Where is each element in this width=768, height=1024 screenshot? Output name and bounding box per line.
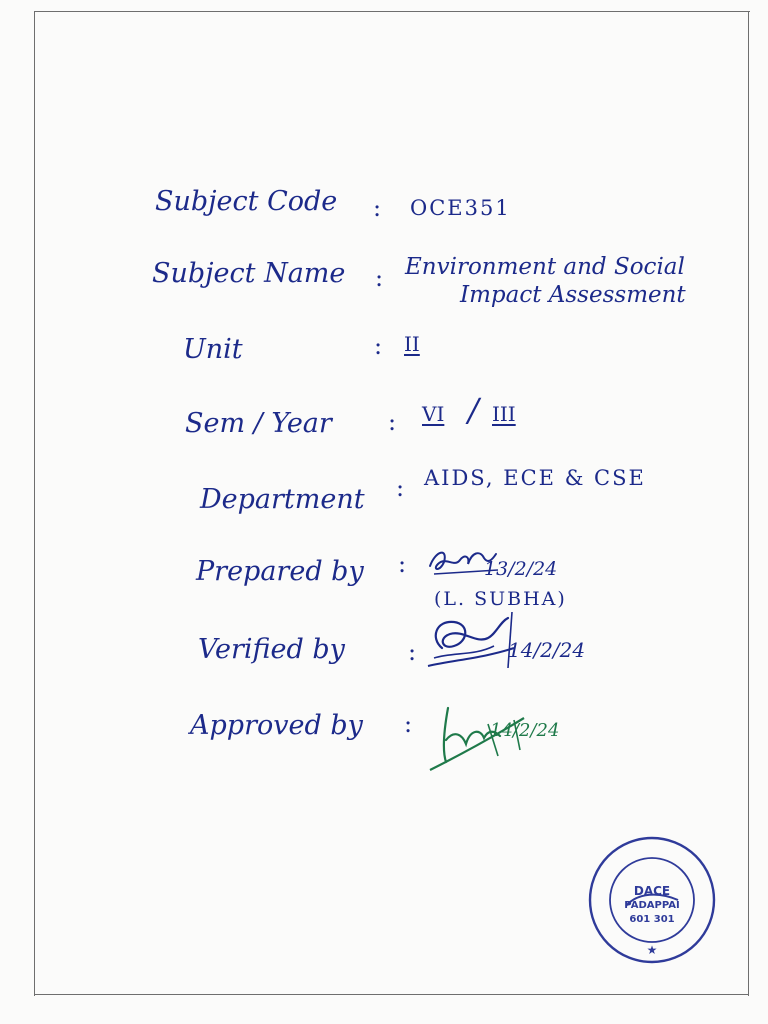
unit-value: II xyxy=(404,332,420,356)
college-seal-stamp xyxy=(586,834,718,966)
page-border-right xyxy=(748,11,749,996)
sem-year-slash: / xyxy=(468,391,479,429)
page-border-top xyxy=(34,11,750,12)
subject-name-value-line2: Impact Assessment xyxy=(460,282,686,308)
approved-by-label: Approved by xyxy=(190,710,363,741)
subject-code-value: OCE351 xyxy=(410,196,511,220)
year-value: III xyxy=(492,402,516,426)
sem-value: VI xyxy=(422,402,445,426)
subject-code-colon: : xyxy=(373,194,382,222)
verified-by-date: 14/2/24 xyxy=(508,638,586,662)
approved-by-colon: : xyxy=(404,710,413,738)
unit-label: Unit xyxy=(183,334,243,365)
prepared-by-date: 13/2/24 xyxy=(484,558,558,580)
subject-name-value-line1: Environment and Social xyxy=(405,254,685,280)
page-border-bottom xyxy=(34,994,749,995)
prepared-by-colon: : xyxy=(398,550,407,578)
prepared-by-name: (L. SUBHA) xyxy=(434,588,567,610)
stamp-place: PADAPPAI xyxy=(624,900,680,911)
stamp-pin: 601 301 xyxy=(629,914,675,925)
sem-year-colon: : xyxy=(388,408,397,436)
subject-name-label: Subject Name xyxy=(152,258,346,289)
prepared-by-label: Prepared by xyxy=(196,556,364,587)
approved-by-date: 14/2/24 xyxy=(490,720,560,741)
subject-code-label: Subject Code xyxy=(155,186,338,217)
department-value: AIDS, ECE & CSE xyxy=(424,466,646,490)
department-label: Department xyxy=(200,484,365,515)
page-border-left xyxy=(34,11,35,996)
verified-by-colon: : xyxy=(408,638,417,666)
stamp-logo-text: DACE xyxy=(633,884,671,898)
sem-year-label: Sem / Year xyxy=(185,408,332,439)
subject-name-colon: : xyxy=(375,264,384,292)
department-colon: : xyxy=(396,474,405,502)
svg-text:★: ★ xyxy=(646,943,658,957)
verified-by-label: Verified by xyxy=(198,634,345,665)
unit-colon: : xyxy=(374,332,383,360)
